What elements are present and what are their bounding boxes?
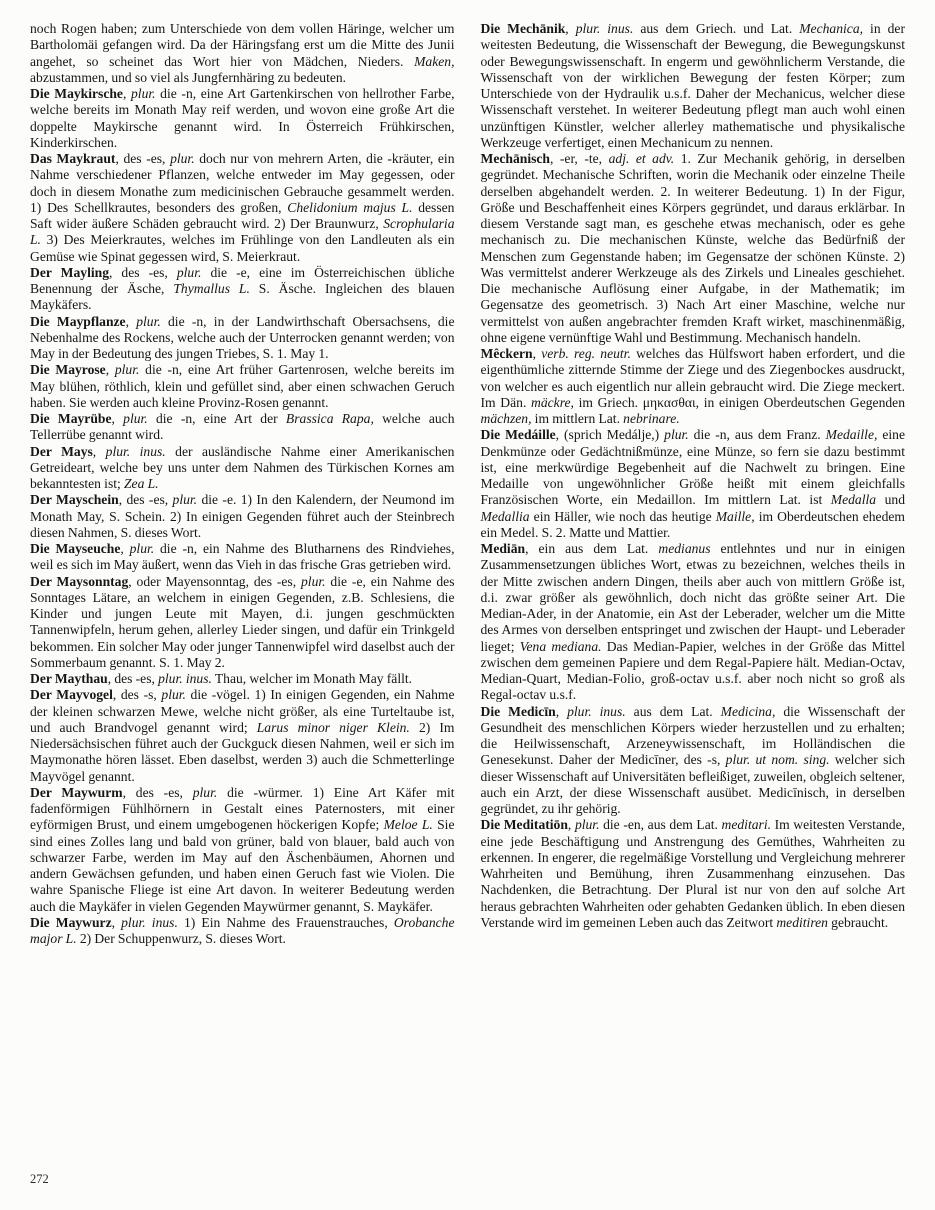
body-text: aus dem Griech. und Lat.: [633, 21, 800, 36]
body-text: Sie sind eines Zolles lang und bald von grüner, bald von blauer, bald auch von schwarzer Farbe, werden im May auf den Äschenbäumen, Ahornen und andern Gewächsen gefunden, und haben einen Geruch fast wie Violen. Die wahre Spanische Fliege ist eine Art davon. In weiterer Bedeutung werden auch die Maykäfer in vielen Gegenden Maywürmer genannt, S. Maykäfer.: [30, 817, 455, 914]
headword: Der Mays: [30, 443, 93, 459]
entry-mayrose: [30, 362, 455, 411]
italic-text: Orobanche major L.: [30, 914, 455, 946]
body-text: aus dem Lat.: [625, 703, 721, 719]
body-text: ,: [111, 914, 122, 930]
italic-text: plur.: [161, 687, 186, 703]
body-text: die -n, aus dem Franz.: [688, 427, 826, 443]
italic-text: Brassica Rapa,: [285, 411, 374, 426]
left-column: [30, 21, 455, 947]
body-text: ,: [125, 313, 137, 329]
italic-text: plur.: [123, 411, 148, 426]
entry-medaille: [481, 427, 906, 541]
body-text: ,: [120, 541, 130, 556]
italic-text: plur.: [131, 86, 156, 101]
italic-text: plur.: [172, 492, 198, 508]
headword: Mediān: [480, 541, 526, 556]
body-text: , des -es,: [109, 264, 177, 280]
body-text: die -en, aus dem Lat.: [599, 817, 722, 833]
italic-text: plur. ut nom. sing.: [725, 752, 830, 768]
headword: Die Mayseuche: [30, 541, 121, 556]
italic-text: plur.: [129, 541, 155, 556]
italic-text: plur. inus.: [567, 703, 626, 719]
headword: Mechānisch: [480, 151, 550, 166]
body-text: in der weitesten Bedeutung, die Wissenschaft der Bewegung, die Bewegungskunst oder Bewegungswissenschaft. In engerm und gewöhnlicherm Verstande, die Wissenschaft von der wirklichen Bewegung der festen Körper; zum Unterschiede von der Hydraulik u.s.f. Daher der Mechanicus, welcher diese Wissenschaft verstehet. In weiterer Bedeutung pflegt man auch wohl einen unzünftigen Künstler, welcher allerley mathematische und physikalische Werkzeuge verfertiget, einen Mechanicum zu nennen.: [480, 21, 905, 150]
body-text: im Griech. μηκασθαι, in einigen Oberdeutschen Gegenden: [573, 394, 905, 410]
headword: Die Medicīn: [480, 703, 556, 719]
headword: Die Medáille: [480, 427, 556, 443]
entry-mayschein: [30, 492, 455, 541]
italic-text: plur. inus.: [105, 443, 166, 459]
italic-text: plur. inus.: [575, 21, 634, 36]
entry-continuation-jungfernhaering: [30, 21, 455, 86]
body-text: welches das Hülfswort haben erfordert, und die eigenthümliche zitternde Stimme der Ziege und des Ziegenbockes ausdruckt, von welcher es auch eigentlich nur allein gebraucht wird. Die Ziege meckert. Im Dän.: [480, 346, 905, 410]
body-text: die -n, in der Landwirthschaft Obersachsens, die Nebenhalme des Rockens, welche auch der Unterrocken genannt werden; von May in der Bedeutung des jungen Triebes, S. 1. May 1.: [30, 313, 455, 361]
body-text: die -n, eine Art Gartenkirschen von hellrother Farbe, welche bereits im Monath May reif werden, und wovon eine große Art die doppelte Maykirsche genannt wird. In Österreich Frühkirschen, Kinderkirschen.: [30, 86, 455, 150]
entry-mayruebe: [30, 411, 455, 444]
italic-text: plur.: [176, 264, 202, 280]
body-text: 1. Zur Mechanik gehörig, in derselben gegründet. Mechanische Schriften, worin die Mechanik oder einzelne Theile derselben abgehandelt werden. 2. In weiterer Bedeutung. 1) In der Figur, Größe und Beschaffenheit eines Körpers gegründet, und daraus erklärbar. In diesem Verstande sagt man, es geschehe etwas mechanisch, oder es gehe mechanisch zu. Die mechanischen Künste, welche das Bedürfniß der Menschen zum Gegenstande haben; im Gegensatze der schönen Künste. 2) Was vermittelst anderer Werkzeuge als des Zirkels und Lineales geschiehet. Die mechanische Auflösung einer Aufgabe, in der Mathematik; im Gegensatze des geometrisch. 3) Nach Art einer Maschine, welche nur vermittelst von außen angebrachter fremden Kraft wirket, maschinenmäßig, ohne eigene vernünftige Wahl und Bestimmung. Mechanisch handeln.: [480, 151, 906, 345]
italic-text: Medalla: [830, 492, 877, 508]
italic-text: Meloe L.: [383, 817, 433, 833]
italic-text: meditari.: [721, 817, 771, 833]
body-text: 2) Im Niedersächsischen führet auch der Guckguck diesen Nahmen, weil er sich im Maymonathe hören lässet. Eben daselbst, werden 3) auch die Schmetterlinge Mayvögel genannt.: [30, 719, 455, 784]
body-text: , des -es,: [122, 784, 193, 800]
body-text: Das Median-Papier, welches in der Größe das Mittel zwischen dem gemeinen Papiere und dem Regal-Papiere hält. Median-Octav, Median-Quart, Median-Folio, groß-octav u.s.f. aber noch nicht so groß als Regal-octav u.s.f.: [480, 638, 905, 703]
entry-maythau: [30, 671, 455, 687]
headword: Der Mayvogel: [30, 687, 113, 703]
headword: Die Meditatiōn: [480, 817, 568, 833]
headword: Die Maywurz: [30, 914, 112, 930]
body-text: gebraucht.: [827, 914, 889, 930]
entry-median: [481, 541, 906, 704]
body-text: entlehntes und nur in einigen Zusammensetzungen übliches Wort, etwas zu bezeichnen, welches theils in der Mitte zwischen andern Dingen, theils aber auch von mittlern Größe ist, d.i. zwar größer als gewöhnlich, doch nicht das größte seiner Art. Die Median-Ader, in der Anatomie, ein Ast der Leberader, welcher um die Mitte des Armes von derselben entspringet und zwischen der Haupt- und Leberader lieget;: [480, 541, 905, 654]
headword: Der Maysonntag: [30, 573, 129, 589]
body-text: ,: [565, 21, 576, 36]
body-text: , des -es,: [118, 492, 173, 508]
body-text: , -er, -te,: [549, 151, 609, 166]
italic-text: Zea L.: [123, 476, 159, 491]
two-column-text-block: [30, 21, 905, 947]
headword: Der Mayling: [30, 264, 109, 280]
body-text: welche auch Tellerrübe genannt wird.: [30, 411, 455, 443]
body-text: , des -s,: [112, 687, 162, 703]
body-text: , oder Mayensonntag, des -es,: [128, 573, 301, 589]
body-text: die -würmer. 1) Eine Art Käfer mit fadenförmigen Fühlhörnern in Gestalt eines Paternosters, mit einer eyförmigen Brust, und einem umgebogenen höckerigen Kopfe;: [30, 784, 455, 833]
italic-text: Medicina,: [720, 703, 776, 719]
italic-text: Maken,: [414, 53, 455, 69]
italic-text: mächzen,: [480, 411, 532, 426]
entry-meditation: [481, 817, 906, 931]
body-text: , ein aus dem Lat.: [525, 541, 659, 556]
body-text: die -e, ein Nahme des Sonntages Lätare, an welchem in einigen Gegenden, z.B. Schlesiens, die Kinder und jungen Leute mit Mayen, d.i. jungen geschmückten Tannenwipfeln, herum gehen, allerley Lieder singen, und dafür ein Trinkgeld bekommen. Ein solcher May oder junger Tannenwipfel wird daselbst auch der Sommerbaum genannt. S. 1. May 2.: [30, 573, 455, 670]
body-text: eine Denkmünze oder Gedächtnißmünze, eine Münze, so fern sie dazu bestimmt ist, eine merkwürdige Begebenheit auf die Nachwelt zu bringen. Eine Medaille von ungewöhnlicher Größe heißt mit einem gleichfalls Französischen Worte, ein Medaillon. Im mittlern Lat. ist: [480, 427, 905, 508]
headword: Mêckern: [480, 346, 533, 361]
body-text: S. Äsche. Ingleichen des blauen Maykäfers.: [30, 281, 455, 313]
italic-text: medianus: [658, 541, 711, 556]
body-text: ,: [555, 703, 568, 719]
headword: Die Mayrose: [30, 362, 106, 378]
entry-maykraut: [30, 151, 455, 265]
entry-meckern: [481, 346, 906, 427]
headword: Der Mayschein: [30, 492, 119, 508]
body-text: dessen Saft wider äußere Schäden gebraucht wird. 2) Der Braunwurz,: [30, 199, 455, 231]
italic-text: plur.: [170, 151, 195, 166]
italic-text: plur. inus.: [121, 914, 178, 930]
body-text: , des -es,: [115, 151, 171, 166]
italic-text: Maille,: [715, 508, 755, 524]
body-text: im Oberdeutschen ehedem ein Medel. S. 2. Matte und Mattier.: [480, 508, 905, 540]
body-text: ,: [532, 346, 542, 361]
italic-text: Medaille,: [825, 427, 878, 443]
italic-text: plur.: [301, 573, 326, 589]
headword: Die Mayrübe: [30, 411, 112, 426]
italic-text: Chelidonium majus L.: [287, 199, 413, 215]
body-text: im mittlern Lat.: [531, 411, 624, 426]
italic-text: Mechanica,: [799, 21, 864, 36]
headword: Die Mechānik: [480, 21, 566, 36]
body-text: Thau, welcher im Monath May fällt.: [211, 671, 413, 686]
right-column: [481, 21, 906, 947]
entry-mays: [30, 444, 455, 493]
body-text: die -n, eine Art der: [147, 411, 286, 426]
page-number: 272: [30, 1172, 49, 1186]
headword: Die Maykirsche: [30, 86, 123, 101]
body-text: abzustammen, und so viel als Jungfernhäring zu bedeuten.: [30, 69, 347, 85]
entry-maykirsche: [30, 86, 455, 151]
entry-mechanik: [481, 21, 906, 151]
body-text: , des -es,: [107, 671, 159, 686]
body-text: , (sprich Medálje,): [555, 427, 665, 443]
body-text: ein Häller, wie noch das heutige: [529, 508, 716, 524]
entry-mayseuche: [30, 541, 455, 574]
body-text: 1) Ein Nahme des Frauenstrauches,: [177, 914, 394, 930]
body-text: 2) Der Schuppenwurz, S. dieses Wort.: [76, 931, 286, 946]
entry-mayling: [30, 265, 455, 314]
body-text: die -e. 1) In den Kalendern, der Neumond im Monath May, S. Schein. 2) In einigen Gegenden führet auch der Steinbrech diesen Nahmen, S. dieses Wort.: [30, 492, 455, 540]
body-text: die -n, eine Art früher Gartenrosen, welche bereits im May blühen, röthlich, klein und gefüllet sind, aber einen schwachen Geruch haben. Sie werden auch kleine Provinz-Rosen genannt.: [30, 362, 455, 410]
italic-text: adj. et adv.: [608, 151, 675, 166]
italic-text: plur.: [136, 313, 161, 329]
italic-text: Medallia: [480, 508, 530, 524]
body-text: die -n, ein Nahme des Blutharnens des Rindviehes, weil es sich im May äußert, wenn das Vieh in das frische Gras getrieben wird.: [30, 541, 455, 573]
entry-maywurz: [30, 915, 455, 948]
entry-maywurm: [30, 785, 455, 915]
body-text: 3) Des Meierkrautes, welches im Frühlinge von den Landleuten als ein Gemüse wie Spinat gegessen wird, S. Meierkraut.: [30, 232, 455, 264]
entry-mechanisch: [481, 151, 906, 346]
italic-text: verb. reg. neutr.: [541, 346, 631, 361]
body-text: Im weitesten Verstande, eine jede Beschäftigung und Anstrengung des Gemüthes, Wahrheiten zu erkennen. In engerer, die regelmäßige Vorstellung und Vergleichung mehrerer Wahrheiten und Bemühung, ihren Zusammenhang einzusehen. Das Nachdenken, die Betrachtung. Der Plural ist nur von den auf solche Art heraus gebrachten Wahrheiten oder gehabten Gedanken üblich. In eben diesen Verstande wird im gemeinen Leben auch das Zeitwort: [480, 817, 905, 930]
entry-mayvogel: [30, 687, 455, 785]
headword: Das Maykraut: [30, 151, 116, 166]
body-text: noch Rogen haben; zum Unterschiede von dem vollen Häringe, welcher um Bartholomäi gefangen wird. Da der Häringsfang erst um die Mitte des Junii angehet, so scheinet das Wort hier von Mädchen, Nieders.: [30, 21, 455, 69]
headword: Der Maythau: [30, 671, 108, 686]
italic-text: plur.: [574, 817, 600, 833]
body-text: ,: [122, 86, 131, 101]
body-text: welcher sich dieser Wissenschaft auf Universitäten befleißiget, zuweilen, obgleich seltener, auch ein Arzt, der diese Wissenschaft ausübet. Medicīnisch, in derselben gegründet, zu ihr gehörig.: [480, 752, 905, 816]
headword: Der Maywurm: [30, 784, 123, 800]
body-text: und: [876, 492, 905, 508]
body-text: der ausländische Nahme einer Amerikanischen Getreideart, welche bey uns unter dem Nahmen des Türkischen Kornes am bekanntesten ist;: [30, 443, 455, 491]
italic-text: plur.: [664, 427, 689, 443]
entry-maypflanze: [30, 314, 455, 363]
body-text: doch nur von mehrern Arten, die -kräuter, ein Nahme verschiedener Pflanzen, welche entweder im May gegessen, oder doch in diesem Monathe zum medicinischen Gebrauche gesammelt werden. 1) Des Schellkrautes, besonders des großen,: [30, 151, 455, 215]
italic-text: meditiren: [776, 914, 828, 930]
body-text: ,: [92, 443, 106, 459]
body-text: ,: [111, 411, 124, 426]
headword: Die Maypflanze: [30, 313, 126, 329]
entry-medicin: [481, 704, 906, 818]
italic-text: plur.: [114, 362, 140, 378]
body-text: die Wissenschaft der Gesundheit des menschlichen Körpers wieder herzustellen und zu erhalten; die Heilwissenschaft, Arzeneywissenschaft, im Holländischen die Genesekunst. Daher der Medicīner, des -s,: [480, 703, 905, 768]
italic-text: Thymallus L.: [173, 281, 250, 296]
body-text: ,: [105, 362, 115, 378]
italic-text: Vena mediana.: [519, 638, 602, 654]
italic-text: Larus minor niger Klein.: [256, 719, 410, 735]
body-text: die -vögel. 1) In einigen Gegenden, ein Nahme der kleinen schwarzen Mewe, welche nicht größer, als eine Turteltaube ist, und auch Brandvogel genannt wird;: [30, 687, 455, 735]
body-text: die -e, eine im Österreichischen übliche Benennung der Äsche,: [30, 264, 455, 296]
italic-text: Scrophularia L.: [30, 216, 455, 248]
body-text: ,: [567, 817, 575, 833]
entry-maysonntag: [30, 574, 455, 672]
italic-text: plur.: [192, 784, 218, 800]
italic-text: plur. inus.: [158, 671, 212, 686]
italic-text: nebrinare.: [623, 411, 680, 426]
italic-text: mäckre,: [531, 394, 574, 410]
